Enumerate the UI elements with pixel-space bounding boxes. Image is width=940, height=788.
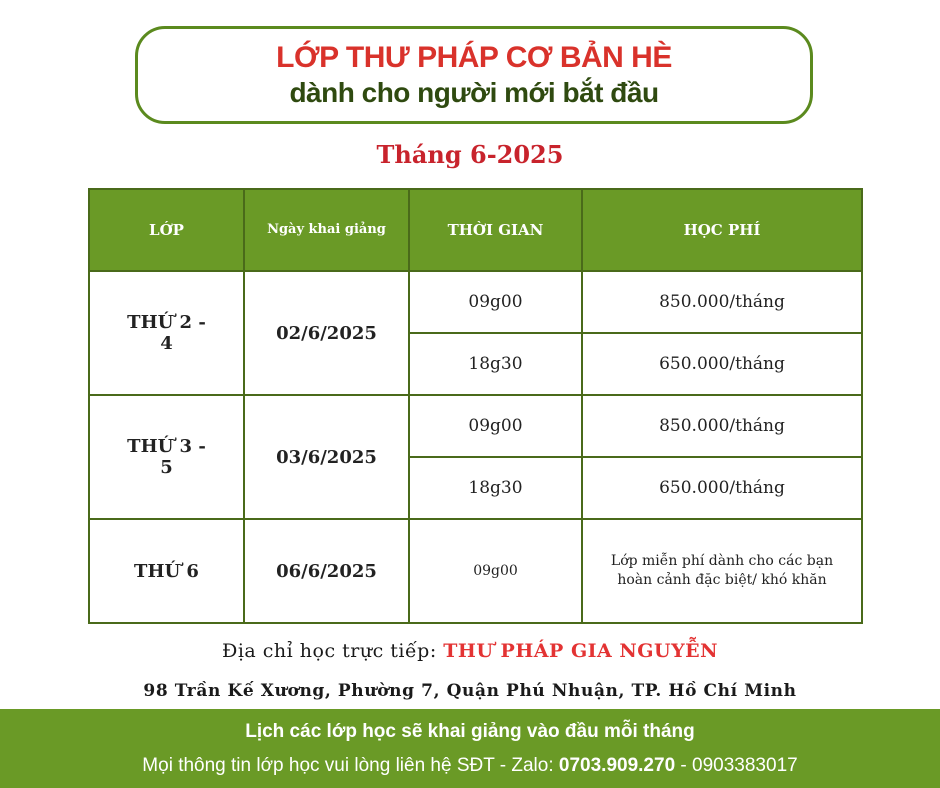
footer-banner: [0, 709, 940, 788]
brand-name: THƯ PHÁP GIA NGUYỄN: [443, 640, 718, 662]
header-start-date: Ngày khai giảng: [244, 189, 409, 271]
page-subtitle: dành cho người mới bắt đầu: [289, 77, 659, 108]
header-time: THỜI GIAN: [409, 189, 582, 271]
phone-primary: 0703.909.270: [558, 755, 676, 776]
time-cell: 09g00: [409, 395, 582, 457]
street-address: 98 Trần Kế Xương, Phường 7, Quận Phú Nhuận, TP. Hồ Chí Minh: [143, 681, 797, 701]
class-cell: THỨ 6: [89, 519, 244, 623]
footer-contact: [0, 755, 940, 777]
start-date-cell: 06/6/2025: [244, 519, 409, 623]
address-label: Địa chỉ học trực tiếp:: [222, 640, 437, 662]
fee-cell: 850.000/tháng: [582, 395, 862, 457]
schedule-table: [88, 188, 863, 624]
class-cell: THỨ 3 - 5: [89, 395, 244, 519]
table-header-row: [89, 189, 862, 271]
class-cell: THỨ 2 - 4: [89, 271, 244, 395]
contact-prefix: Mọi thông tin lớp học vui lòng liên hệ SĐT - Zalo:: [142, 755, 554, 776]
fee-cell: 850.000/tháng: [582, 271, 862, 333]
time-cell: 18g30: [409, 457, 582, 519]
phone-secondary: 0903383017: [692, 755, 798, 776]
table-row: [89, 519, 862, 623]
time-cell: 09g00: [409, 271, 582, 333]
header-class: LỚP: [89, 189, 244, 271]
fee-cell: 650.000/tháng: [582, 457, 862, 519]
table-row: [89, 271, 862, 333]
fee-cell: 650.000/tháng: [582, 333, 862, 395]
fee-note-cell: Lớp miễn phí dành cho các bạn hoàn cảnh đặc biệt/ khó khăn: [582, 519, 862, 623]
time-cell: 09g00: [409, 519, 582, 623]
start-date-cell: 02/6/2025: [244, 271, 409, 395]
address-line: [0, 640, 940, 662]
title-box: [135, 26, 813, 124]
start-date-cell: 03/6/2025: [244, 395, 409, 519]
header-fee: HỌC PHÍ: [582, 189, 862, 271]
footer-notice: Lịch các lớp học sẽ khai giảng vào đầu mỗi tháng: [245, 721, 695, 742]
month-label: Tháng 6-2025: [376, 140, 564, 169]
table-row: [89, 395, 862, 457]
page-title: LỚP THƯ PHÁP CƠ BẢN HÈ: [276, 41, 672, 74]
phone-separator: -: [680, 755, 687, 776]
time-cell: 18g30: [409, 333, 582, 395]
